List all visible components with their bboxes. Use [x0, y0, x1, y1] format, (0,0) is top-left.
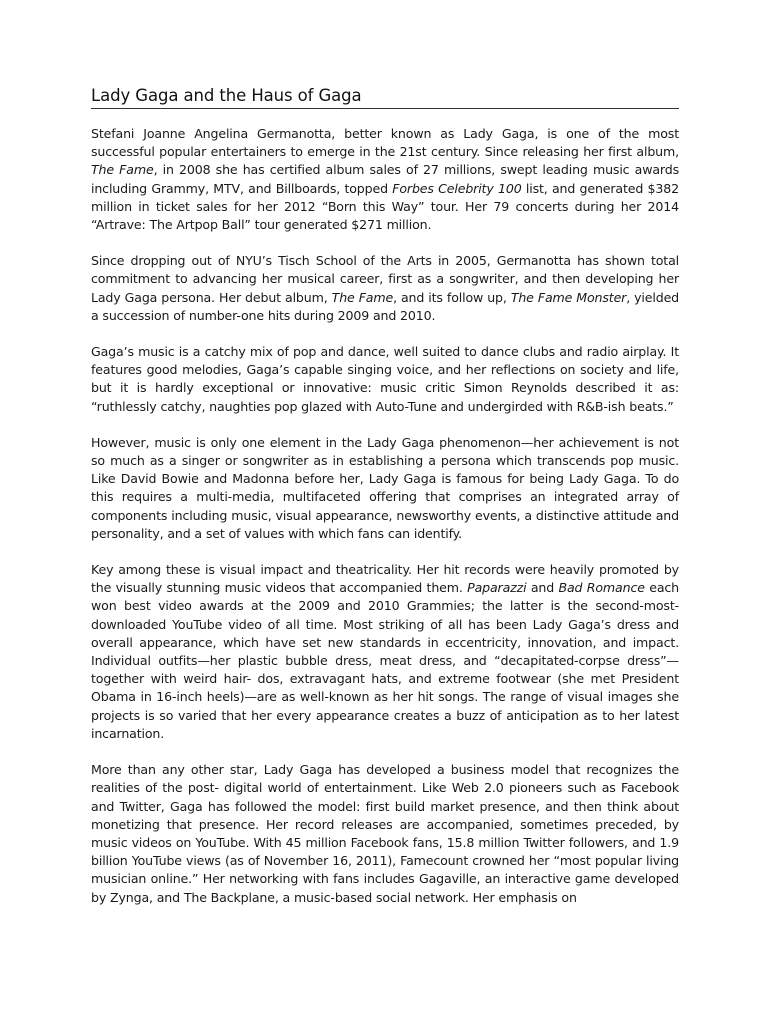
- text-run: Gaga’s music is a catchy mix of pop and dance, well suited to dance clubs and radio airplay. It features good melodies, Gaga’s capable singing voice, and her reflections on society and life, but it is hardly exceptional or innovative: music critic Simon Reynolds described it as: “ruthlessly catchy, naughties pop glazed with Auto-Tune and undergirded with R&B-ish beats.”: [91, 344, 679, 414]
- text-run: and: [526, 580, 559, 596]
- paragraph-4: [91, 434, 679, 543]
- italic-title: Forbes Celebrity 100: [392, 180, 522, 196]
- paragraph-2: [91, 252, 679, 325]
- text-run: Since dropping out of NYU’s Tisch School of the Arts in 2005, Germanotta has shown total commitment to advancing her musical career, first as a songwriter, and then developing her Lady Gaga persona. Her debut album,: [91, 253, 679, 305]
- paragraph-3: [91, 343, 679, 416]
- text-run: More than any other star, Lady Gaga has developed a business model that recognizes the realities of the post- digital world of entertainment. Like Web 2.0 pioneers such as Facebook and Twitter, Gaga has followed the model: first build market presence, and then think about monetizing that presence. Her record releases are accompanied, sometimes preceded, by music videos on YouTube. With 45 million Facebook fans, 15.8 million Twitter followers, and 1.9 billion YouTube views (as of November 16, 2011), Famecount crowned her “most popular living musician online.” Her networking with fans includes Gagaville, an interactive game developed by Zynga, and The Backplane, a music-based social network. Her emphasis on: [91, 762, 679, 905]
- paragraph-6: [91, 761, 679, 907]
- italic-title: The Fame: [91, 162, 154, 178]
- text-run: , yielded a succession of number-one hits during 2009 and 2010.: [91, 289, 680, 323]
- paragraph-1: [91, 125, 679, 234]
- paragraph-5: [91, 561, 679, 743]
- text-run: list, and generated $382 million in ticket sales for her 2012 “Born this Way” tour. Her 79 concerts during her 2014 “Artrave: The Artpop Ball” tour generated $271 million.: [91, 180, 680, 233]
- document-body: [91, 125, 679, 907]
- document-title: Lady Gaga and the Haus of Gaga: [91, 86, 679, 109]
- text-run: Stefani Joanne Angelina Germanotta, better known as Lady Gaga, is one of the most successful popular entertainers to emerge in the 21st century. Since releasing her first album,: [91, 126, 679, 160]
- text-run: However, music is only one element in the Lady Gaga phenomenon—her achievement is not so much as a singer or songwriter as in establishing a persona which transcends pop music. Like David Bowie and Madonna before her, Lady Gaga is famous for being Lady Gaga. To do this requires a multi-media, multifaceted offering that comprises an integrated array of components including music, visual appearance, newsworthy events, a distinctive attitude and personality, and a set of values with which fans can identify.: [91, 434, 679, 541]
- text-run: Key among these is visual impact and theatricality. Her hit records were heavily promoted by the visually stunning music videos that accompanied them.: [91, 562, 679, 596]
- italic-title: The Fame: [331, 289, 394, 305]
- text-run: each won best video awards at the 2009 and 2010 Grammies; the latter is the second-most-downloaded YouTube video of all time. Most striking of all has been Lady Gaga’s dress and overall appearance, which have set new standards in eccentricity, innovation, and impact. Individual outfits—her plastic bubble dress, meat dress, and “decapitated-corpse dress”—together with weird hair- dos, extravagant hats, and extreme footwear (she met President Obama in 16-inch heels)—are as well-known as her hit songs. The range of visual images she projects is so varied that her every appearance creates a buzz of anticipation as to her latest incarnation.: [91, 580, 679, 741]
- text-run: , in 2008 she has certified album sales of 27 millions, swept leading music awards including Grammy, MTV, and Billboards, topped: [91, 162, 679, 196]
- italic-title: Paparazzi: [467, 580, 527, 596]
- document-page: [91, 86, 679, 907]
- italic-title: Bad Romance: [558, 580, 645, 596]
- text-run: , and its follow up,: [393, 289, 511, 305]
- italic-title: The Fame Monster: [510, 289, 627, 305]
